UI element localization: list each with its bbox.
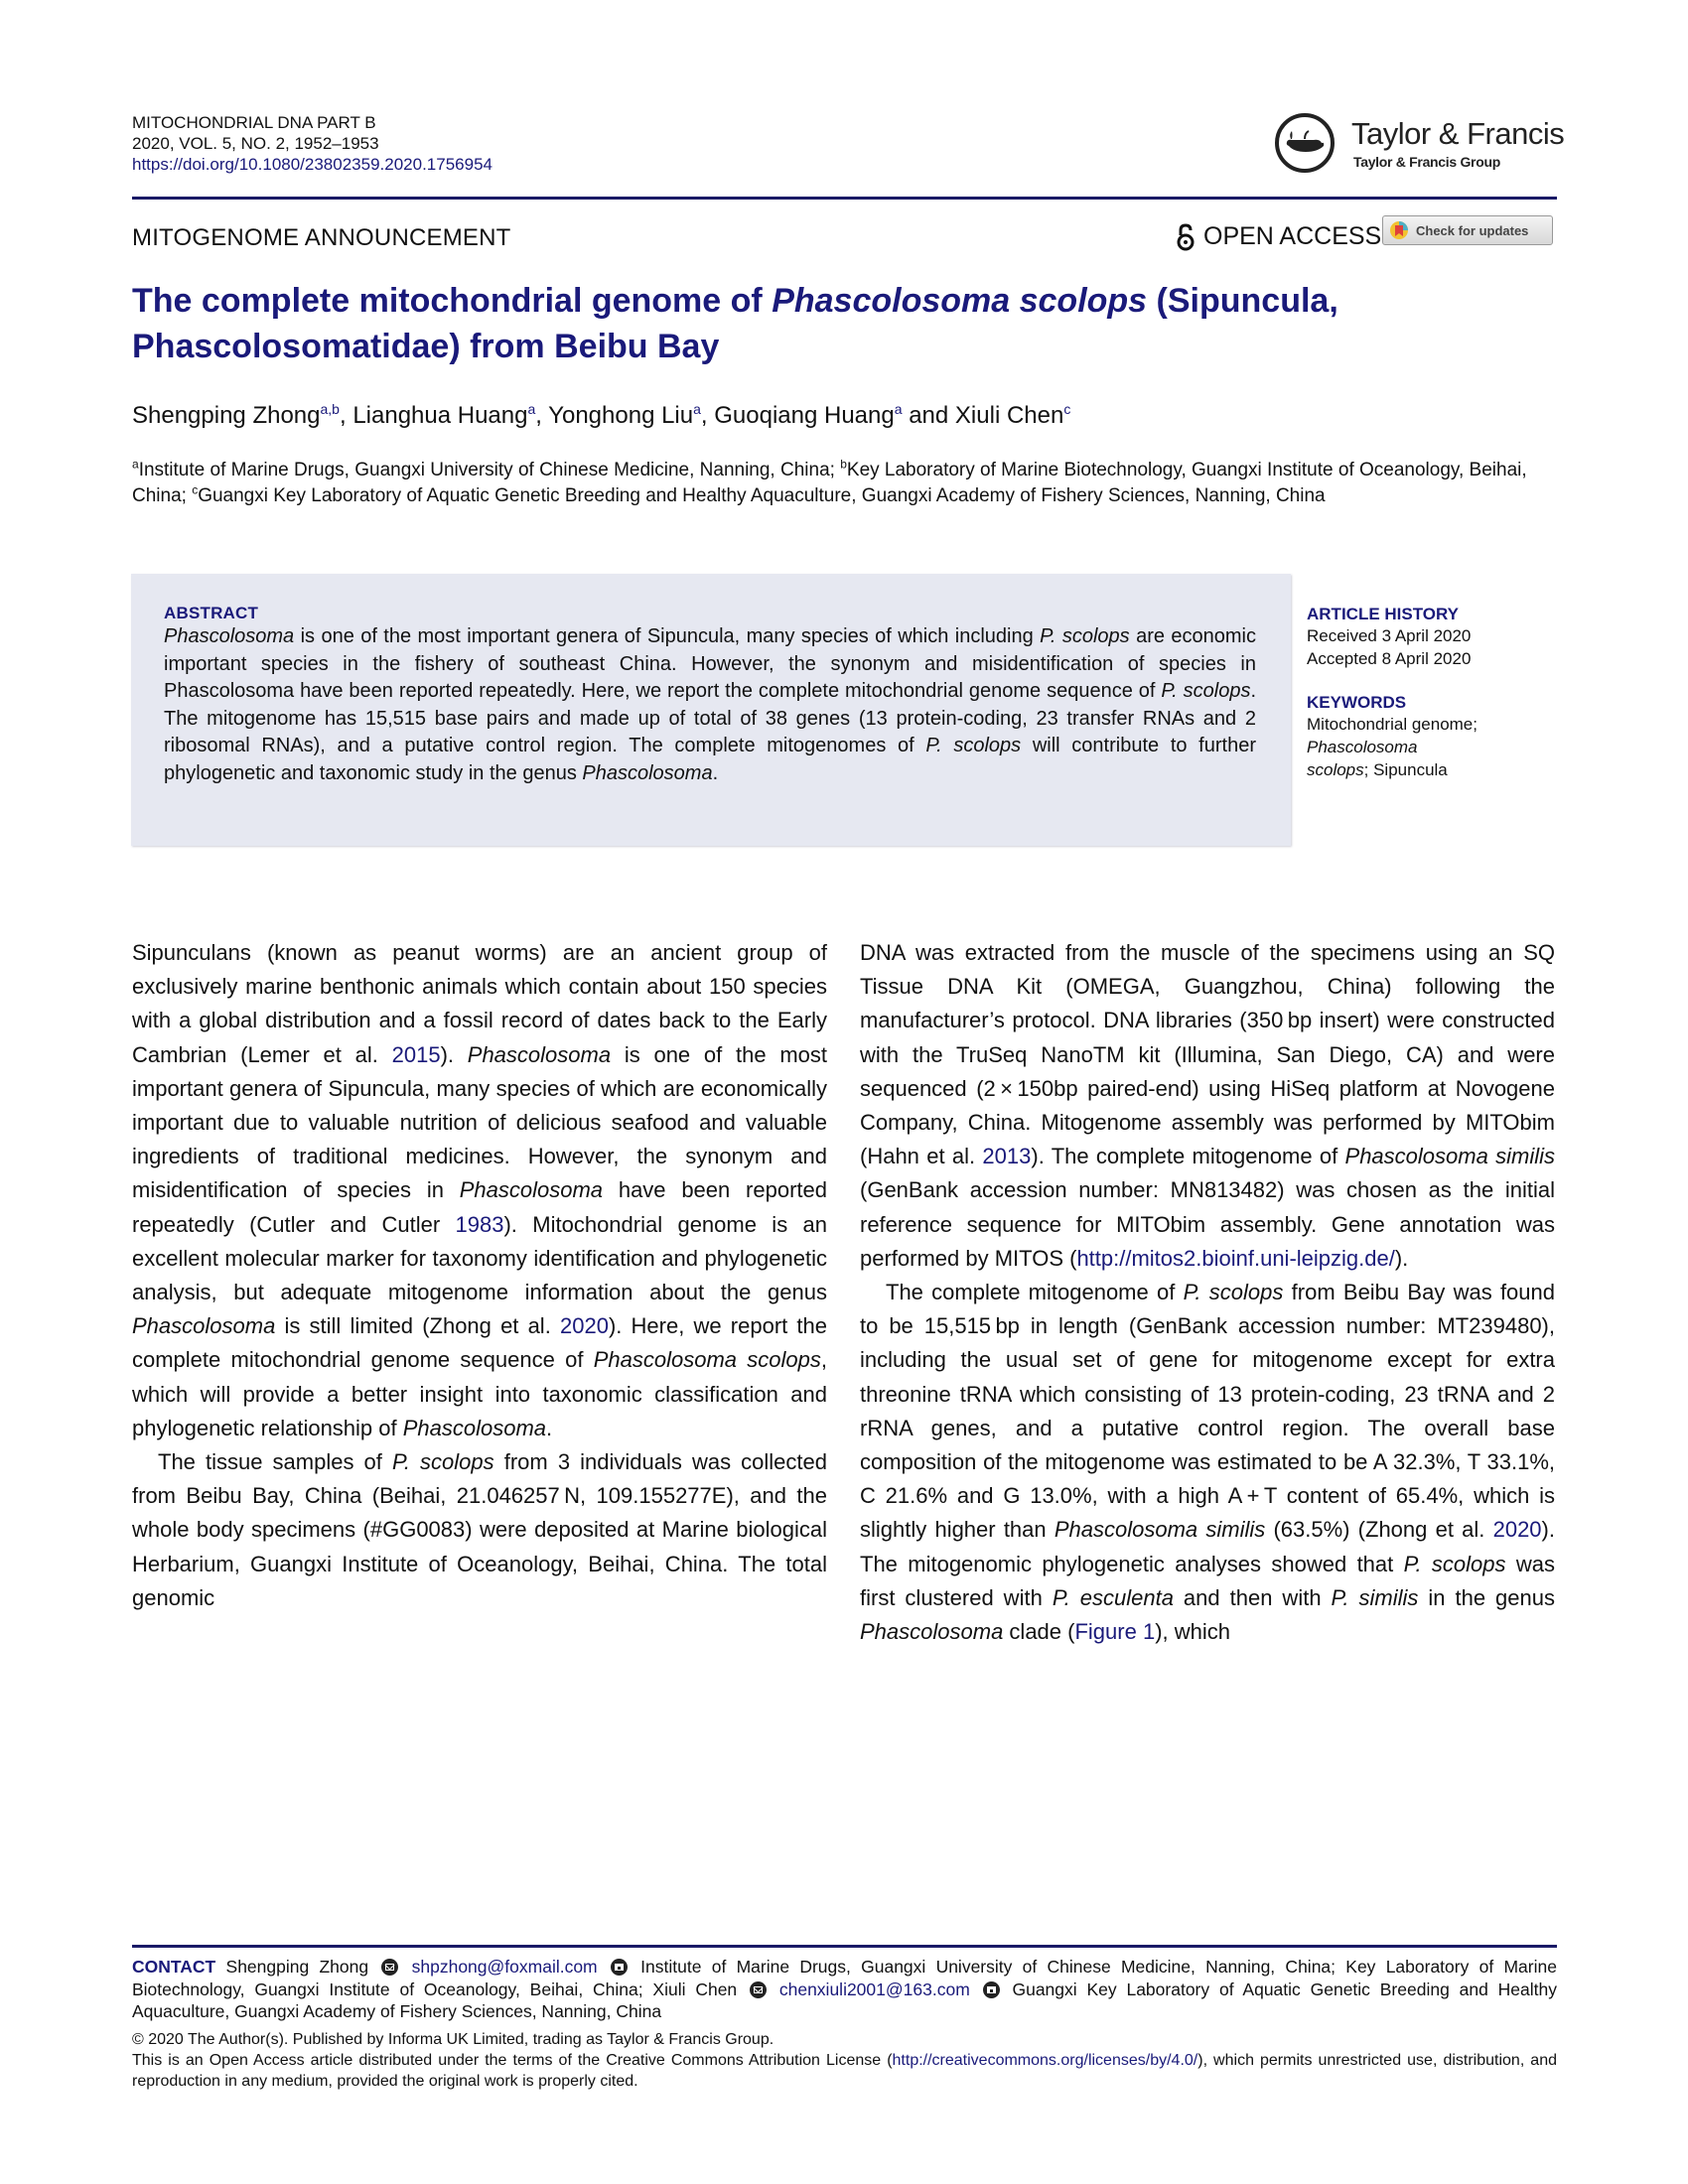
author-affiliation-mark: a,b xyxy=(320,401,340,417)
keyword-line xyxy=(1307,758,1565,781)
species-name: Phascolosoma xyxy=(582,761,713,784)
contact-label: CONTACT xyxy=(132,1957,216,1977)
body-text: ). The complete mitogenome of xyxy=(1031,1144,1345,1169)
body-column-right xyxy=(860,936,1555,1649)
author-name: Yonghong Liu xyxy=(548,402,694,429)
volume-info: 2020, VOL. 5, NO. 2, 1952–1953 xyxy=(132,134,379,153)
contact-name: Shengping Zhong xyxy=(225,1957,369,1977)
body-text: clade ( xyxy=(1003,1619,1075,1645)
keyword-line xyxy=(1307,736,1565,758)
citation-year[interactable]: 2020 xyxy=(559,1313,609,1339)
check-for-updates-button[interactable] xyxy=(1382,215,1553,245)
footer-rule xyxy=(132,1945,1557,1948)
body-text: ). xyxy=(440,1041,468,1067)
article-title xyxy=(132,278,1542,369)
address-icon xyxy=(983,1981,1000,1998)
citation-year[interactable]: 2015 xyxy=(391,1041,441,1067)
reference-link[interactable]: Figure 1 xyxy=(1074,1619,1156,1645)
author-separator: and xyxy=(902,402,955,429)
body-text: The tissue samples of xyxy=(158,1449,392,1475)
body-text: (GenBank accession number: MN813482) was chosen as the initial reference sequence for MITObim assembly. Gene annotation was performed by MITOS ( xyxy=(860,1177,1555,1271)
body-text: ). xyxy=(1394,1245,1409,1271)
journal-meta xyxy=(132,112,492,175)
body-text: from 3 individuals was collected from Beibu Bay, China (Beihai, 21.046257 N, 109.155277E), and the whole body specimens (#GG0083) were deposited at Marine biological Herbarium, Guangxi Institute of Oceanology, Beihai, China. The total genomic xyxy=(132,1449,827,1610)
keywords-heading: KEYWORDS xyxy=(1307,693,1407,712)
author-name: Xiuli Chen xyxy=(954,402,1064,429)
body-text: from Beibu Bay was found to be 15,515 bp in length (GenBank accession number: MT239480), including the usual set of gene for mitogenome except for extra threonine tRNA which consisting of 13 protein-coding, 23 tRNA and 2 rRNA genes, and a putative control region. The overall base composition of the mitogenome was estimated to be A 32.3%, T 33.1%, C 21.6% and G 13.0%, with a high A + T content of 65.4%, which is slightly higher than xyxy=(860,1280,1555,1543)
body-text: ), which xyxy=(1155,1619,1230,1645)
keyword-line: Mitochondrial genome; xyxy=(1307,715,1477,734)
species-name: P. similis xyxy=(1331,1584,1419,1610)
citation-year[interactable]: 1983 xyxy=(455,1211,504,1237)
species-name: P. scolops xyxy=(1161,680,1251,702)
body-text: was first clustered with xyxy=(860,1551,1555,1610)
body-text: Sipunculans (known as peanut worms) are an ancient group of exclusively marine benthonic animals which contain about 150 species with a global distribution and a fossil record of dates back to the Early Cambrian (Lemer et al. xyxy=(132,940,827,1067)
body-text: ). The mitogenomic phylogenetic analyses showed that xyxy=(860,1517,1555,1576)
species-name: Phascolosoma xyxy=(132,1313,276,1339)
species-name: P. esculenta xyxy=(1052,1584,1174,1610)
species-name: P. scolops xyxy=(1040,625,1130,647)
abstract-text xyxy=(164,623,1256,787)
abstract-segment: . The mitogenome has 15,515 base pairs and made up of total of 38 genes (13 protein-coding, 23 transfer RNAs and 2 ribosomal RNAs), and a putative control region. The complete mitogenomes of xyxy=(164,680,1256,756)
body-text: ). Here, we report the complete mitochondrial genome sequence of xyxy=(132,1313,827,1373)
body-text: , which will provide a better insight into taxonomic classification and phylogenetic relationship of xyxy=(132,1347,827,1440)
title-text: The complete mitochondrial genome of xyxy=(132,282,773,320)
species-name: Phascolosoma xyxy=(459,1177,604,1203)
body-paragraph xyxy=(132,936,827,1445)
body-text: . xyxy=(546,1415,553,1440)
body-text: The complete mitogenome of xyxy=(886,1280,1184,1305)
author-affiliation-mark: a xyxy=(693,401,701,417)
author-affiliation-mark: c xyxy=(1063,401,1071,417)
body-paragraph xyxy=(860,1276,1555,1649)
email-link[interactable]: chenxiuli2001@163.com xyxy=(778,1979,970,1999)
body-text: is one of the most important genera of Sipuncula, many species of which are economically important due to valuable nutrition of delicious seafood and valuable ingredients of traditional medicines. However, the synonym and misidentification of species in xyxy=(132,1041,827,1203)
citation-year[interactable]: 2020 xyxy=(1492,1517,1542,1543)
author-list xyxy=(132,402,1070,430)
species-name: Phascolosoma similis xyxy=(1344,1144,1555,1169)
keyword-text: ; Sipuncula xyxy=(1363,760,1448,779)
lamp-logo-icon xyxy=(1274,112,1336,174)
author-separator: , xyxy=(339,402,353,429)
author-affiliation-mark: a xyxy=(527,401,536,417)
author-name: Lianghua Huang xyxy=(352,402,528,429)
author-affiliation-mark: a xyxy=(894,401,903,417)
body-text: in the genus xyxy=(1418,1584,1555,1610)
keyword-italic: Phascolosoma xyxy=(1307,738,1418,756)
open-access-label: OPEN ACCESS xyxy=(1203,222,1382,250)
body-text: have been reported repeatedly (Cutler and Cutler xyxy=(132,1177,827,1237)
affiliation-text: Guangxi Key Laboratory of Aquatic Genetic Breeding and Healthy Aquaculture, Guangxi Academy of Fishery Sciences, Nanning, China xyxy=(198,485,1326,506)
species-name: Phascolosoma xyxy=(467,1041,612,1067)
license-text: This is an Open Access article distributed under the terms of the Creative Commons Attribution License ( xyxy=(132,2052,893,2069)
affiliation-mark: b xyxy=(840,457,847,472)
species-name: Phascolosoma similis xyxy=(1054,1517,1266,1543)
species-name: Phascolosoma xyxy=(164,625,295,647)
publisher-name: Taylor & Francis xyxy=(1351,116,1565,151)
author-name: Guoqiang Huang xyxy=(714,402,895,429)
copyright-notice: © 2020 The Author(s). Published by Informa UK Limited, trading as Taylor & Francis Group. xyxy=(132,2031,774,2048)
open-lock-icon xyxy=(1176,223,1196,251)
publisher-logo xyxy=(1274,112,1572,184)
title-text-rest: (Sipuncula, Phascolosomatidae) from Beibu Bay xyxy=(132,282,1338,365)
accepted-date: Accepted 8 April 2020 xyxy=(1307,649,1472,668)
species-name: Phascolosoma xyxy=(860,1619,1004,1645)
affiliations xyxy=(132,458,1557,509)
author-separator: , xyxy=(535,402,549,429)
affiliation-mark: a xyxy=(132,457,139,472)
received-date: Received 3 April 2020 xyxy=(1307,626,1472,645)
body-text: (63.5%) (Zhong et al. xyxy=(1265,1517,1493,1543)
affiliation-mark: c xyxy=(192,482,199,497)
check-updates-label: Check for updates xyxy=(1416,222,1529,238)
body-paragraph xyxy=(132,1445,827,1615)
publisher-group: Taylor & Francis Group xyxy=(1353,154,1500,170)
body-text: ). Mitochondrial genome is an excellent molecular marker for taxonomy identification and phylogenetic analysis, but adequate mitogenome information about the genus xyxy=(132,1211,828,1305)
body-text: DNA was extracted from the muscle of the specimens using an SQ Tissue DNA Kit (OMEGA, Guangzhou, China) following the manufacturer’s protocol. DNA libraries (350 bp insert) were constructed with the TruSeq NanoTM kit (Illumina, San Diego, CA) and were sequenced (2 × 150bp paired-end) using HiSeq platform at Novogene Company, China. Mitogenome assembly was performed by MITObim (Hahn et al. xyxy=(860,940,1555,1169)
contact-address: Institute of Marine Drugs, Guangxi University of Chinese Medicine, Nanning, China; Key Laboratory of Marine Biotechnology, Guangxi Institute of Oceanology, Beihai, China; Xiuli Chen xyxy=(132,1957,1557,1999)
address-icon xyxy=(611,1959,628,1976)
body-text: is still limited (Zhong et al. xyxy=(275,1313,560,1339)
citation-year[interactable]: 2013 xyxy=(982,1144,1032,1169)
abstract-heading: ABSTRACT xyxy=(164,604,259,622)
license-notice xyxy=(132,2051,1557,2092)
abstract-segment: are economic important species in the fishery of southeast China. However, the synonym and misidentification of species in Phascolosoma have been reported repeatedly. Here, we report the complete mitochondrial genome sequence of xyxy=(164,625,1257,702)
species-name: P. scolops xyxy=(392,1449,494,1475)
reference-link[interactable]: http://mitos2.bioinf.uni-leipzig.de/ xyxy=(1076,1245,1395,1271)
doi-link[interactable]: https://doi.org/10.1080/23802359.2020.1756954 xyxy=(132,155,492,174)
section-label: MITOGENOME ANNOUNCEMENT xyxy=(132,224,511,251)
author-separator: , xyxy=(700,402,715,429)
envelope-icon xyxy=(750,1981,767,1998)
contact-address: Guangxi Key Laboratory of Aquatic Genetic Breeding and Healthy Aquaculture, Guangxi Academy of Fishery Sciences, Nanning, China xyxy=(132,1979,1558,2021)
article-history-heading: ARTICLE HISTORY xyxy=(1307,605,1460,623)
author-name: Shengping Zhong xyxy=(132,402,321,429)
species-name: P. scolops xyxy=(925,735,1022,756)
contact-block xyxy=(132,1956,1557,2023)
header-rule xyxy=(132,197,1557,200)
body-text: and then with xyxy=(1173,1584,1332,1610)
license-text-rest: ), which permits unrestricted use, distribution, and reproduction in any medium, provided the original work is properly cited. xyxy=(132,2052,1557,2090)
envelope-icon xyxy=(381,1959,398,1976)
title-species: Phascolosoma scolops xyxy=(772,282,1148,320)
affiliation-text: Key Laboratory of Marine Biotechnology, Guangxi Institute of Oceanology, Beihai, China; xyxy=(132,460,1527,506)
abstract-box xyxy=(131,574,1291,846)
abstract-segment: will contribute to further phylogenetic and taxonomic study in the genus xyxy=(164,735,1256,784)
open-access-badge xyxy=(1176,222,1381,251)
article-sidebar xyxy=(1307,604,1565,781)
affiliation-text: Institute of Marine Drugs, Guangxi University of Chinese Medicine, Nanning, China; xyxy=(138,460,841,480)
body-paragraph xyxy=(860,936,1555,1276)
license-link[interactable]: http://creativecommons.org/licenses/by/4.0/ xyxy=(892,2052,1198,2069)
species-name: Phascolosoma scolops xyxy=(593,1347,821,1373)
species-name: Phascolosoma xyxy=(402,1415,547,1440)
journal-name: MITOCHONDRIAL DNA PART B xyxy=(132,113,376,132)
email-link[interactable]: shpzhong@foxmail.com xyxy=(411,1957,598,1977)
abstract-segment: . xyxy=(712,761,719,784)
species-name: P. scolops xyxy=(1183,1280,1284,1305)
body-column-left xyxy=(132,936,827,1615)
abstract-segment: is one of the most important genera of Sipuncula, many species of which including xyxy=(294,625,1041,647)
species-name: P. scolops xyxy=(1403,1551,1506,1576)
crossmark-icon xyxy=(1389,220,1409,240)
keyword-italic: scolops xyxy=(1307,760,1364,779)
